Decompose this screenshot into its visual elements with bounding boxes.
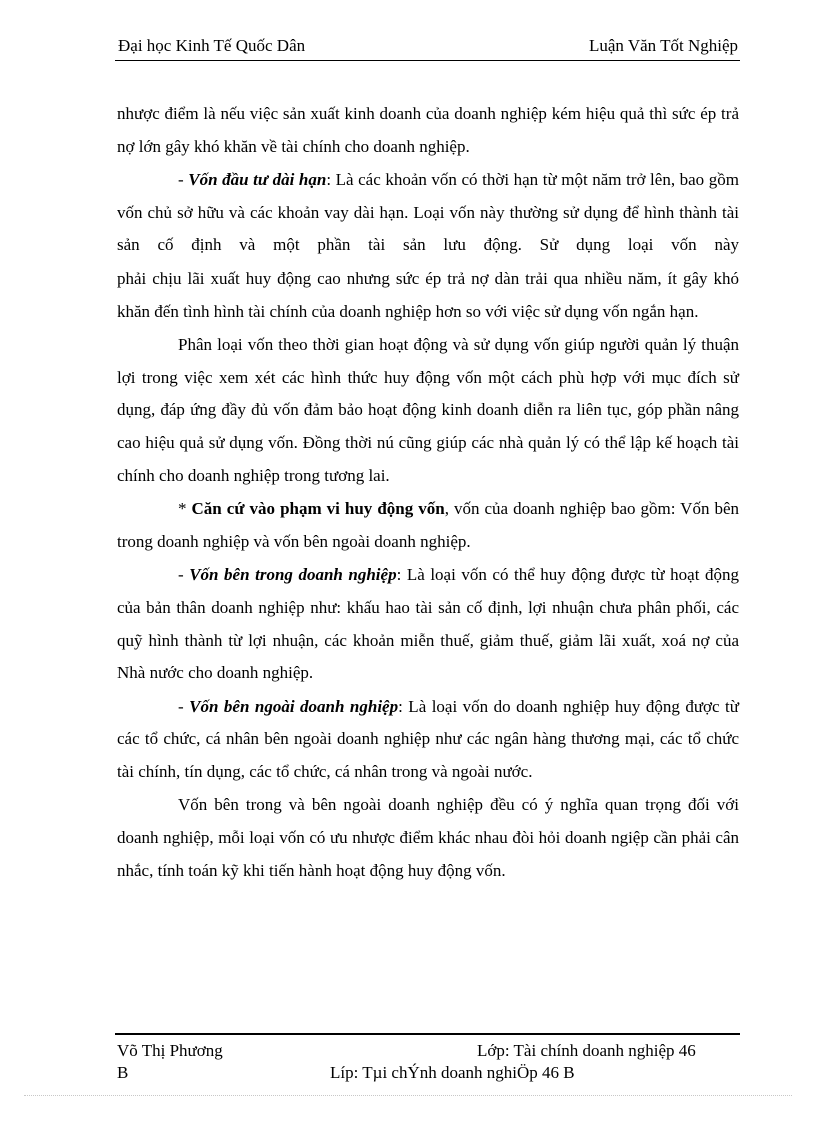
- bullet-dash: -: [178, 565, 190, 585]
- footer-author: Võ Thị Phương: [117, 1041, 223, 1060]
- page-header: [115, 36, 740, 61]
- footer-author-suffix: B: [117, 1063, 129, 1082]
- bullet-dash: -: [178, 696, 190, 716]
- document-body: [117, 98, 739, 888]
- term-scope: Căn cứ vào phạm vi huy động vốn: [191, 499, 445, 519]
- header-university: Đại học Kinh Tế Quốc Dân: [118, 36, 306, 55]
- term-long-term-capital: Vốn đầu tư dài hạn: [188, 170, 327, 190]
- paragraph-internal-capital-text: : Là loại vốn có thể huy động được từ hoạt động của bản thân doanh nghiệp như: khấu hao tài sản cố định, lợi nhuận chưa phân phối, các quỹ hình thành từ lợi nhuận, các khoản miễn thuế, giảm thuế, giảm lãi xuất, xoá nợ của Nhà nước cho doanh nghiệp.: [117, 565, 739, 683]
- bullet-dash: -: [178, 170, 189, 190]
- term-external-capital: Vốn bên ngoài doanh nghiệp: [189, 696, 399, 716]
- paragraph-external-capital: [117, 691, 739, 789]
- term-internal-capital: Vốn bên trong doanh nghiệp: [189, 565, 397, 585]
- footer-class-garbled: Líp: Tµi chÝnh doanh nghiÖp 46 B: [330, 1063, 575, 1082]
- paragraph-external-capital-text: : Là loại vốn do doanh nghiệp huy động được từ các tổ chức, cá nhân bên ngoài doanh nghiệp như các ngân hàng thương mại, các tổ chức tài chính, tín dụng, các tổ chức, cá nhân trong và ngoài nước.: [117, 696, 739, 781]
- page-footer: [115, 1033, 740, 1082]
- paragraph-8: Vốn bên trong và bên ngoài doanh nghiệp đều có ý nghĩa quan trọng đối với doanh nghiệp, mỗi loại vốn có ưu nhược điểm khác nhau đòi hỏi doanh ngiệp cần phải cân nhắc, tính toán kỹ khi tiến hành hoạt động huy động vốn.: [117, 795, 739, 880]
- header-thesis-title: Luận Văn Tốt Nghiệp: [588, 36, 738, 55]
- paragraph-3: phải chịu lãi xuất huy động cao nhưng sức ép trả nợ dàn trải qua nhiều năm, ít gây khó khăn đến tình hình tài chính của doanh nghiệp hơn so với việc sử dụng vốn ngắn hạn.: [117, 268, 739, 321]
- paragraph-scope: [117, 493, 739, 558]
- bullet-star: *: [178, 499, 192, 519]
- paragraph-long-term-capital-text: : Là các khoản vốn có thời hạn từ một năm trở lên, bao gồm vốn chủ sở hữu và các khoản vay dài hạn. Loại vốn này thường sử dụng để hình thành tài sản cố định và một phần tài sản lưu động. Sử dụng loại vốn này: [117, 170, 739, 255]
- paragraph-scope-text: , vốn của doanh nghiệp bao gồm: Vốn bên trong doanh nghiệp và vốn bên ngoài doanh nghiệp.: [117, 499, 740, 551]
- paragraph-internal-capital: [117, 559, 739, 689]
- paragraph-1: nhược điểm là nếu việc sản xuất kinh doanh của doanh nghiệp kém hiệu quả thì sức ép trả nợ lớn gây khó khăn về tài chính cho doanh nghiệp.: [117, 104, 739, 156]
- footer-class: Lớp: Tài chính doanh nghiệp 46: [477, 1041, 696, 1060]
- paragraph-long-term-capital: [117, 164, 739, 262]
- page-bottom-divider: [24, 1095, 792, 1096]
- paragraph-4: Phân loại vốn theo thời gian hoạt động và sử dụng vốn giúp người quản lý thuận lợi trong việc xem xét các hình thức huy động vốn một cách phù hợp với mục đích sử dụng, đáp ứng đầy đủ vốn đảm bảo hoạt động kinh doanh diễn ra liên tục, góp phần nâng cao hiệu quả sử dụng vốn. Đồng thời nú cũng giúp các nhà quản lý có thể lập kế hoạch tài chính cho doanh nghiệp trong tương lai.: [117, 335, 739, 485]
